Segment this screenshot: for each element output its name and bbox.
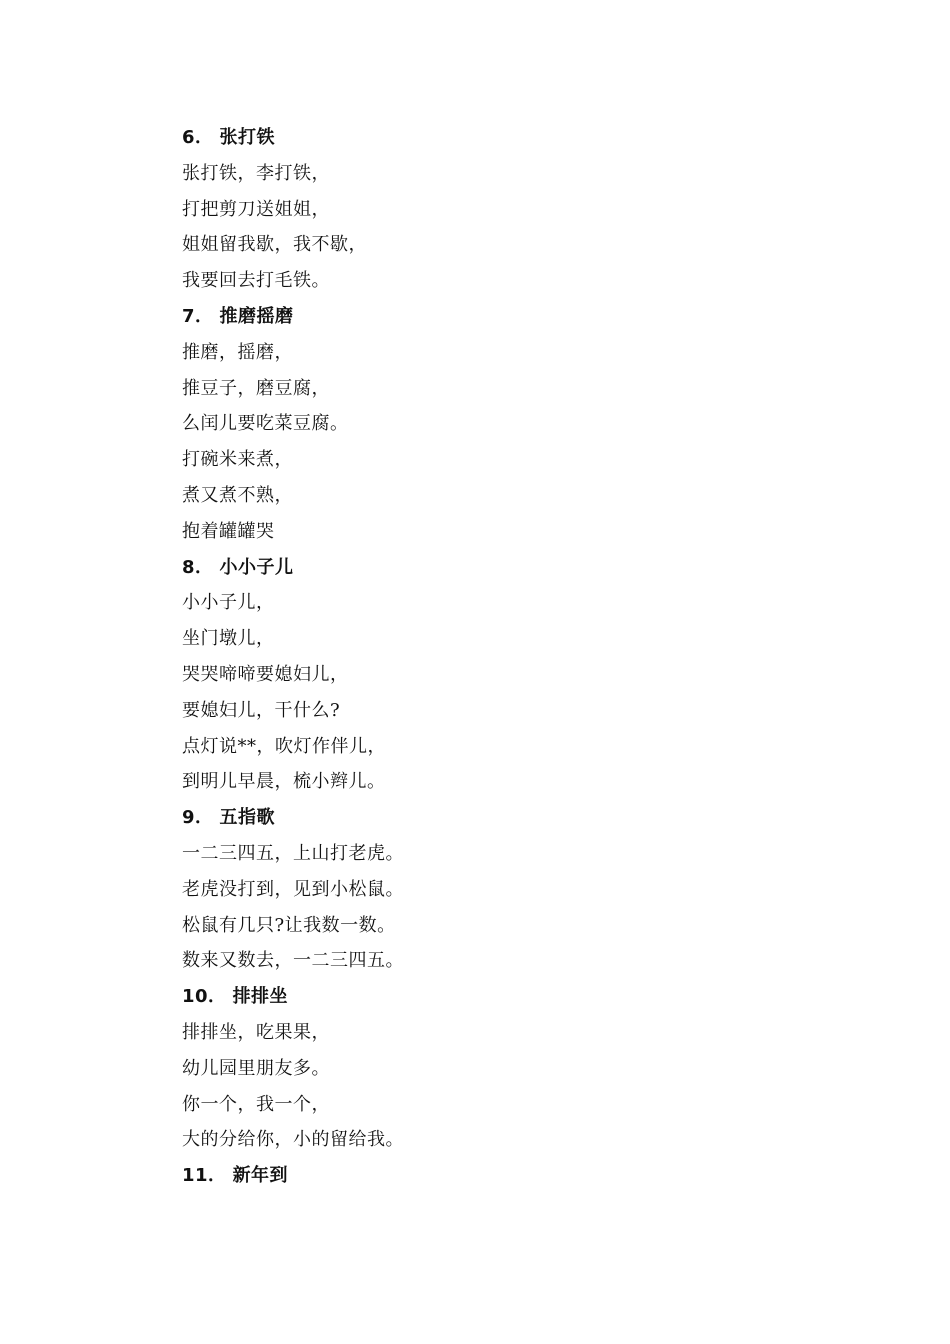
verse-line: 哭哭啼啼要媳妇儿， [182, 663, 349, 685]
verse-line: 打把剪刀送姐姐， [182, 198, 330, 220]
verse-line: 坐门墩儿， [182, 628, 275, 650]
verse-line: 要媳妇儿，干什么? [182, 699, 341, 721]
verse-line: 推豆子，磨豆腐， [182, 377, 330, 399]
section-heading [182, 550, 882, 586]
section-title: 排排坐 [232, 986, 289, 1008]
section-heading [182, 979, 882, 1015]
verse-line: 数来又数去，一二三四五。 [182, 950, 404, 972]
verse-line: 么闰儿要吃菜豆腐。 [182, 413, 349, 435]
verse-line: 煮又煮不熟， [182, 484, 293, 506]
document-body [182, 120, 882, 1194]
section-number: 10． [182, 986, 227, 1008]
verse-line: 推磨，摇磨， [182, 341, 293, 363]
verse-line: 姐姐留我歇，我不歇， [182, 234, 367, 256]
verse-line: 小小子儿， [182, 592, 275, 614]
section-title: 五指歌 [219, 807, 276, 829]
section-title: 推磨摇磨 [219, 305, 294, 327]
verse-line: 你一个，我一个， [182, 1093, 330, 1115]
section-heading [182, 299, 882, 335]
verse-line: 大的分给你，小的留给我。 [182, 1129, 404, 1151]
verse-line: 松鼠有几只?让我数一数。 [182, 914, 396, 936]
section-number: 11． [182, 1165, 227, 1187]
verse-line: 打碗米来煮， [182, 449, 293, 471]
verse-line: 抱着罐罐哭 [182, 520, 275, 542]
verse-line: 一二三四五，上山打老虎。 [182, 842, 404, 864]
section-heading [182, 1158, 882, 1194]
section-number: 7． [182, 305, 214, 327]
section-number: 6． [182, 127, 214, 148]
verse-line: 张打铁，李打铁， [182, 162, 330, 184]
section-title: 小小子儿 [219, 556, 294, 578]
section-number: 9． [182, 807, 214, 829]
verse-line: 幼儿园里朋友多。 [182, 1057, 330, 1079]
verse-line: 排排坐，吃果果， [182, 1021, 330, 1043]
section-title: 新年到 [232, 1165, 289, 1187]
section-number: 8． [182, 556, 214, 578]
verse-line: 到明儿早晨，梳小辫儿。 [182, 771, 386, 793]
verse-line: 我要回去打毛铁。 [182, 270, 330, 292]
verse-line: 老虎没打到，见到小松鼠。 [182, 878, 404, 900]
section-heading [182, 800, 882, 836]
section-title: 张打铁 [219, 127, 276, 148]
verse-line: 点灯说**，吹灯作伴儿， [182, 735, 386, 757]
section-heading [182, 120, 882, 156]
